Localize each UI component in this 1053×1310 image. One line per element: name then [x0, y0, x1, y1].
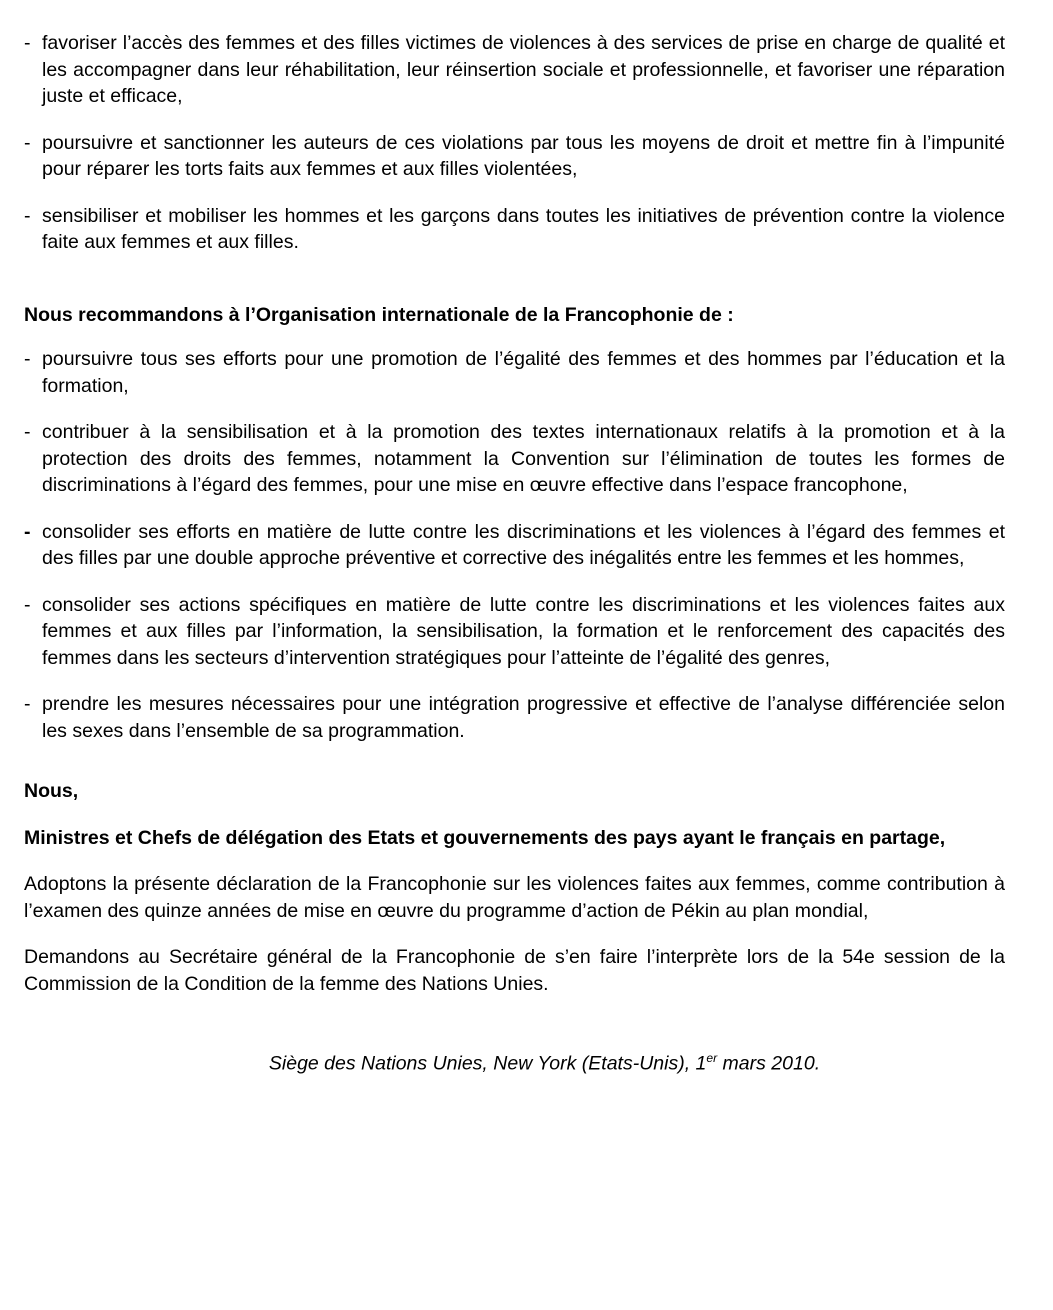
bullet-dash: -: [24, 32, 31, 54]
request-paragraph: Demandons au Secrétaire général de la Francophonie de s’en faire l’interprète lors de la 54e session de la Commission de la Condition de la femme des Nations Unies.: [24, 946, 1005, 995]
closing-text-before: Siège des Nations Unies, New York (Etats-Unis), 1: [268, 1052, 707, 1075]
bullet-dash: -: [24, 348, 31, 371]
closing-ordinal-suffix: er: [706, 1051, 718, 1066]
signature-section: [24, 778, 1005, 997]
list-item: [24, 592, 1005, 672]
bullet-dash: -: [24, 421, 31, 444]
list-item: [24, 691, 1005, 744]
bullet-dash: -: [24, 593, 31, 616]
bullet-dash: -: [24, 204, 31, 227]
recommendations-list: [24, 346, 1005, 744]
list-item-text: contribuer à la sensibilisation et à la promotion des textes internationaux relatifs à la promotion et à la protection des droits des femmes, notamment la Convention sur l’élimination de toutes les formes de discriminations à l’égard des femmes, pour une mise en œuvre effective dans l’espace francophone,: [42, 421, 1005, 497]
list-item: [24, 130, 1005, 183]
spacer: [24, 276, 1005, 302]
list-item: [24, 419, 1005, 499]
signature-intro: Nous,: [24, 780, 79, 803]
closing-place-and-date: [24, 1051, 1005, 1076]
section-heading-recommendations: Nous recommandons à l’Organisation internationale de la Francophonie de :: [24, 303, 734, 326]
bullet-dash: -: [24, 520, 31, 543]
list-item-text: poursuivre et sanctionner les auteurs de ces violations par tous les moyens de droit et mettre fin à l’impunité pour réparer les torts faits aux femmes et aux filles violentées,: [42, 131, 1005, 181]
list-item-text: poursuivre tous ses efforts pour une promotion de l’égalité des femmes et des hommes par l’éducation et la formation,: [42, 348, 1005, 397]
list-item-text: sensibiliser et mobiliser les hommes et les garçons dans toutes les initiatives de prévention contre la violence faite aux femmes et aux filles.: [42, 204, 1005, 254]
list-item: [24, 519, 1005, 572]
closing-text-after: mars 2010.: [717, 1052, 821, 1075]
list-item-text: prendre les mesures nécessaires pour une intégration progressive et effective de l’analyse différenciée selon les sexes dans l’ensemble de sa programmation.: [42, 693, 1005, 742]
bullet-dash: -: [24, 131, 31, 154]
list-item: [24, 30, 1005, 110]
list-item-text: consolider ses actions spécifiques en matière de lutte contre les discriminations et les violences faites aux femmes et aux filles par l’information, la sensibilisation, la formation et le renforcement des capacités des femmes dans les secteurs d’intervention stratégiques pour l’atteinte de l’égalité des genres,: [42, 593, 1005, 669]
bullet-dash: -: [24, 693, 31, 716]
list-item-text: favoriser l’accès des femmes et des filles victimes de violences à des services de prise en charge de qualité et les accompagner dans leur réhabilitation, leur réinsertion sociale et professionnelle, et favoriser une réparation juste et efficace,: [42, 32, 1005, 108]
signatory-line: Ministres et Chefs de délégation des Etats et gouvernements des pays ayant le français en partage,: [24, 826, 946, 849]
list-item-text: consolider ses efforts en matière de lutte contre les discriminations et les violences à l’égard des femmes et des filles par une double approche préventive et corrective des inégalités entre les femmes et les hommes,: [42, 520, 1005, 570]
list-item: [24, 203, 1005, 256]
adoption-paragraph: Adoptons la présente déclaration de la Francophonie sur les violences faites aux femmes, comme contribution à l’examen des quinze années de mise en œuvre du programme d’action de Pékin au plan mondial,: [24, 873, 1005, 922]
top-commitments-list: [24, 30, 1005, 256]
list-item: [24, 346, 1005, 399]
